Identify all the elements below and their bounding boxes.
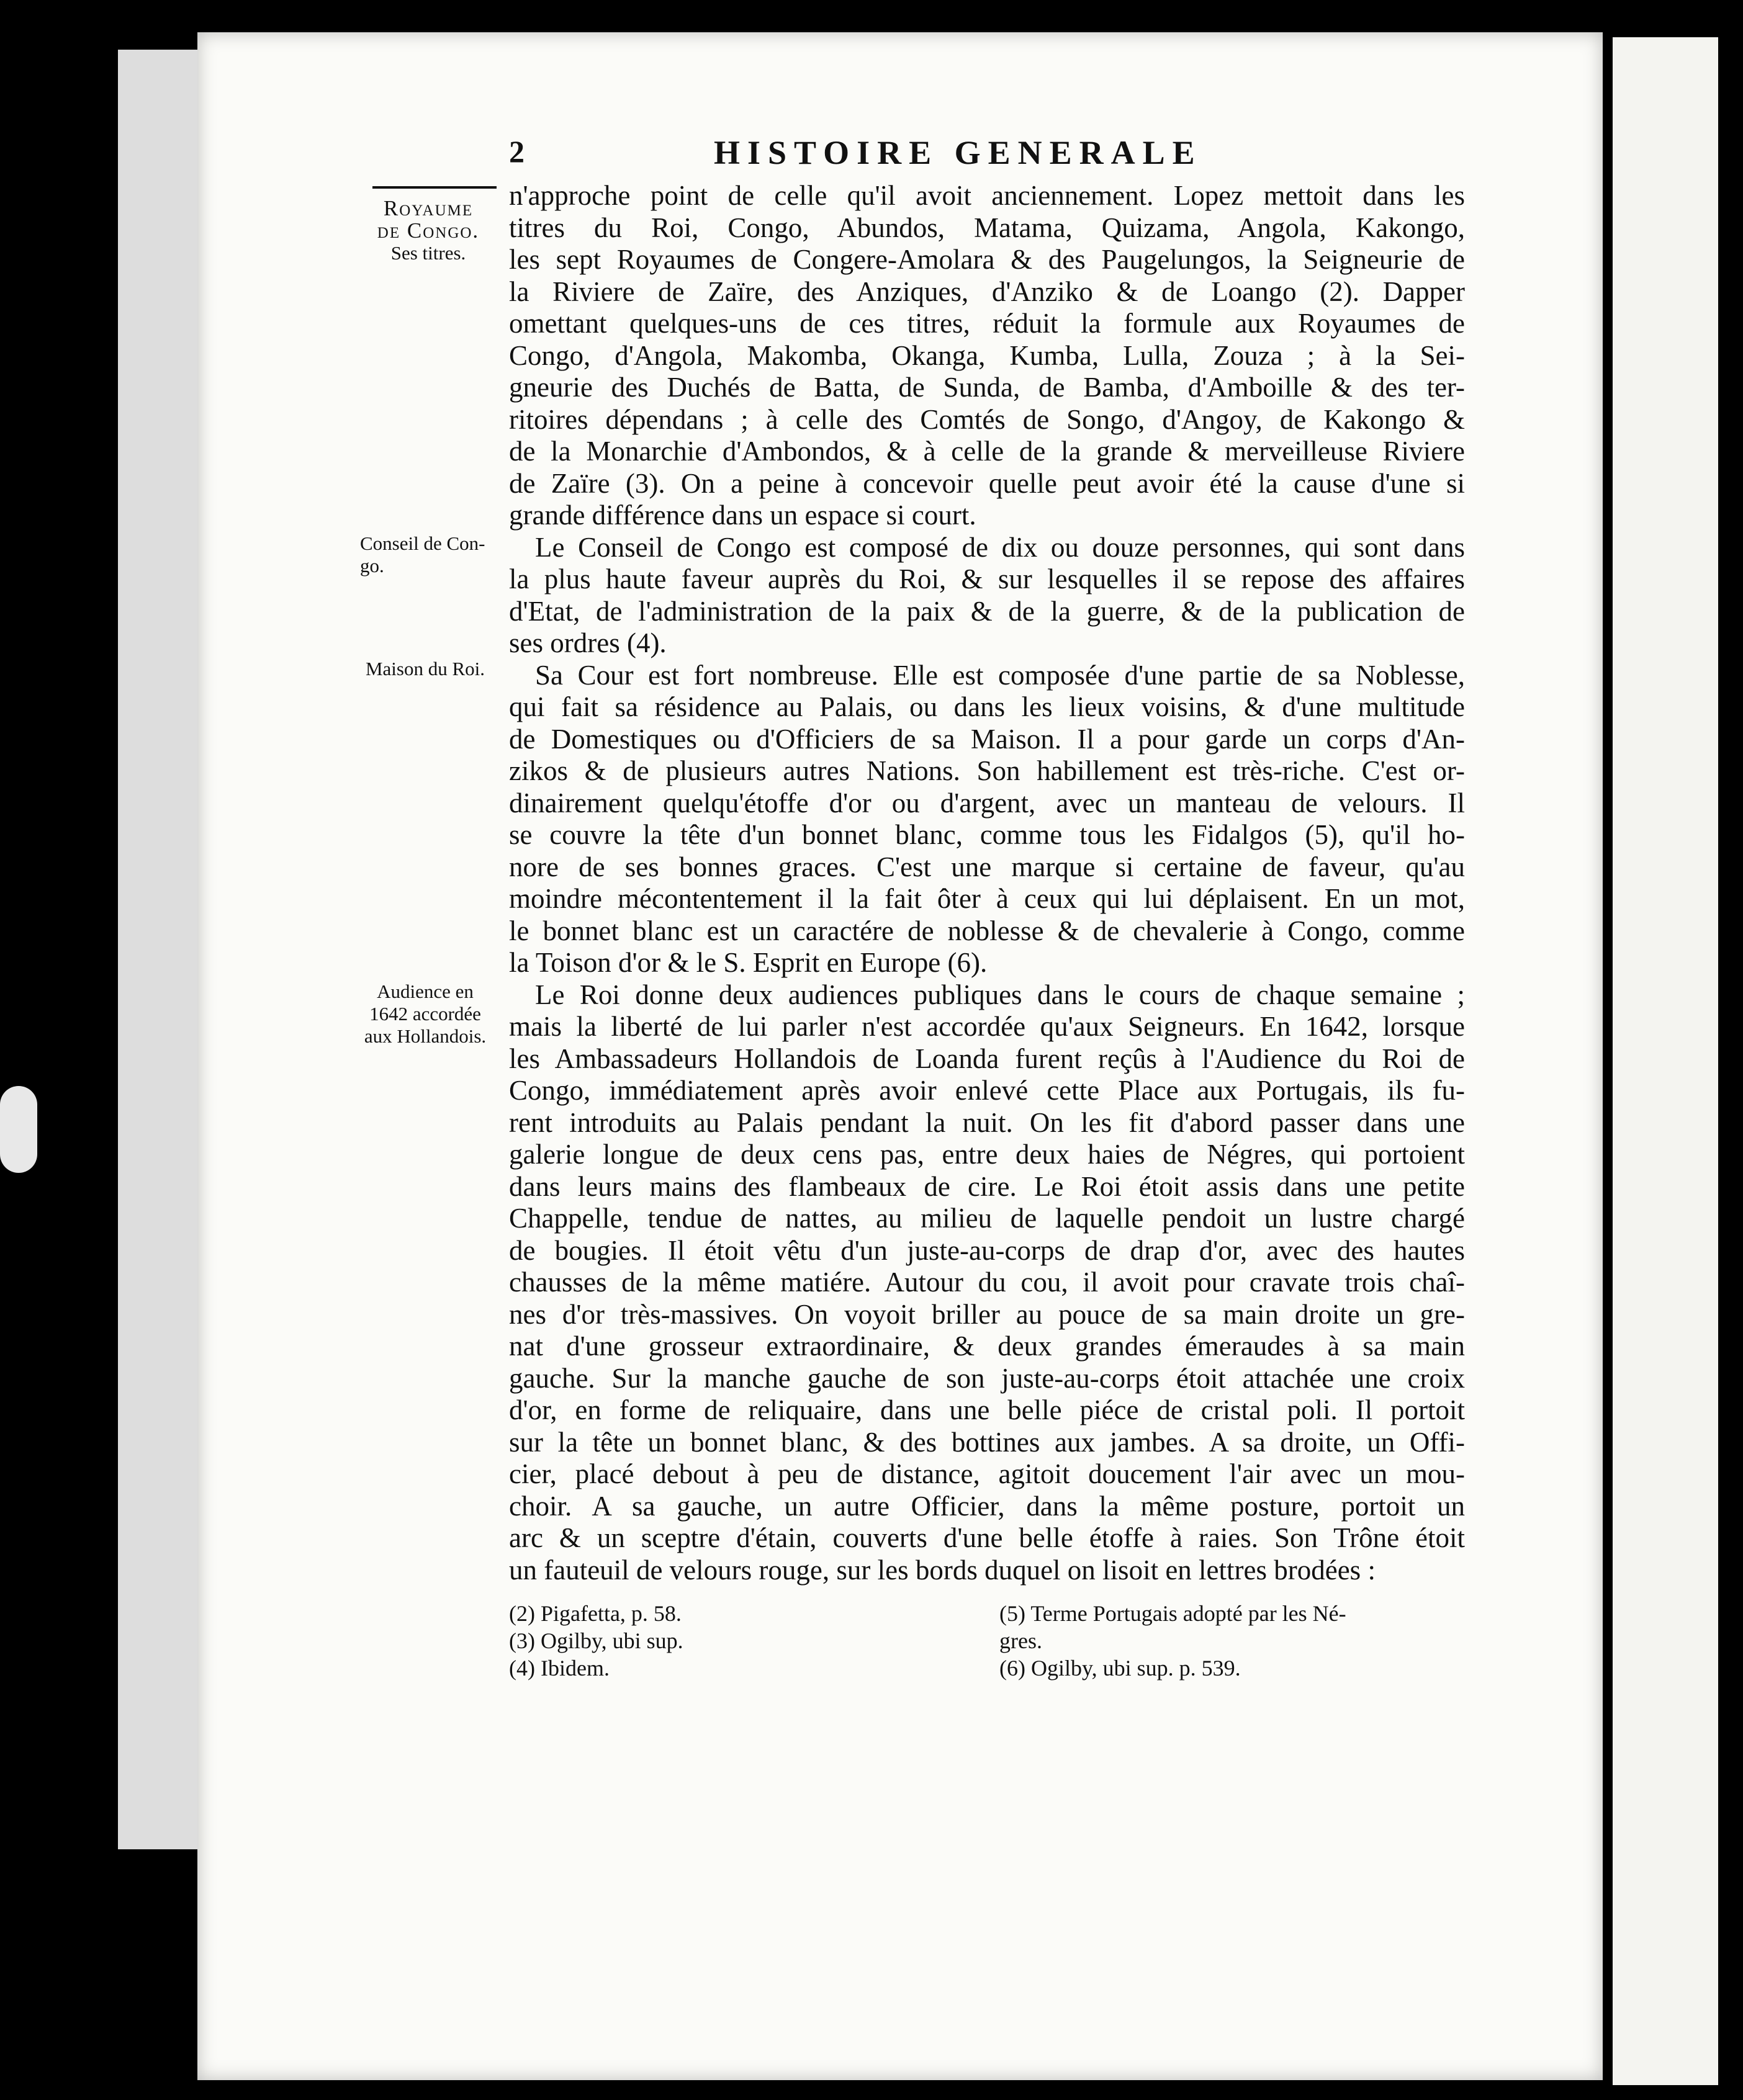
text-line: les Ambassadeurs Hollandois de Loanda furent reçûs à l'Audience du Roi de xyxy=(509,1043,1465,1074)
margin-note-line: go. xyxy=(360,555,384,577)
text-line: le bonnet blanc est un caractére de noblesse & de chevalerie à Congo, comme xyxy=(509,915,1465,946)
text-line: gauche. Sur la manche gauche de son juste-au-corps étoit attachée une croix xyxy=(509,1362,1465,1394)
margin-note-royaume xyxy=(363,197,493,264)
footnote-continuation: gres. xyxy=(999,1628,1042,1653)
paragraph-start: Le Conseil de Congo est composé de dix ou douze personnes, qui sont dans xyxy=(535,531,1465,563)
page-number: 2 xyxy=(509,134,525,169)
text-line: gneurie des Duchés de Batta, de Sunda, de Bamba, d'Amboille & des ter- xyxy=(509,372,1465,403)
footnotes-right-column xyxy=(999,1600,1459,1682)
text-line: de Zaïre (3). On a peine à concevoir quelle peut avoir été la cause d'une si xyxy=(509,467,1465,499)
text-line: n'approche point de celle qu'il avoit anciennement. Lopez mettoit dans les xyxy=(509,180,1465,211)
text-line: arc & un sceptre d'étain, couverts d'une belle étoffe à raies. Son Trône étoit xyxy=(509,1522,1465,1553)
text-line: nat d'une grosseur extraordinaire, & deux grandes émeraudes à sa main xyxy=(509,1330,1465,1362)
text-line: zikos & de plusieurs autres Nations. Son habillement est très-riche. C'est or- xyxy=(509,755,1465,786)
text-line: un fauteuil de velours rouge, sur les bords duquel on lisoit en lettres brodées : xyxy=(509,1554,1376,1586)
text-line: mais la liberté de lui parler n'est accordée qu'aux Seigneurs. En 1642, lorsque xyxy=(509,1011,1465,1042)
text-line: la Riviere de Zaïre, des Anziques, d'Anziko & de Loango (2). Dapper xyxy=(509,276,1465,307)
text-line: de la Monarchie d'Ambondos, & à celle de la grande & merveilleuse Riviere xyxy=(509,436,1465,467)
scan-artifact xyxy=(0,1086,37,1173)
text-line: titres du Roi, Congo, Abundos, Matama, Quizama, Angola, Kakongo, xyxy=(509,212,1465,243)
text-line: dinairement quelqu'étoffe d'or ou d'argent, avec un manteau de velours. Il xyxy=(509,787,1465,819)
margin-note-line: Royaume xyxy=(383,196,474,220)
footnote: (5) Terme Portugais adopté par les Né- xyxy=(999,1601,1346,1626)
footnote: (3) Ogilby, ubi sup. xyxy=(509,1628,683,1653)
text-line: dans leurs mains des flambeaux de cire. Le Roi étoit assis dans une petite xyxy=(509,1170,1465,1202)
text-line: galerie longue de deux cens pas, entre deux haies de Négres, qui portoient xyxy=(509,1139,1465,1170)
text-line: la plus haute faveur auprès du Roi, & sur lesquelles il se repose des affaires xyxy=(509,563,1465,595)
facing-page-edge xyxy=(1613,37,1718,2085)
margin-note-maison xyxy=(360,658,490,680)
footnote: (4) Ibidem. xyxy=(509,1656,610,1680)
footnotes-left-column xyxy=(509,1600,968,1682)
text-line: de bougies. Il étoit vêtu d'un juste-au-corps de drap d'or, avec des hautes xyxy=(509,1234,1465,1266)
text-line: Congo, d'Angola, Makomba, Okanga, Kumba, Lulla, Zouza ; à la Sei- xyxy=(509,339,1465,371)
margin-note-conseil xyxy=(360,532,490,577)
text-line: nore de ses bonnes graces. C'est une marque si certaine de faveur, qu'au xyxy=(509,851,1465,882)
margin-note-line: 1642 accordée xyxy=(369,1003,481,1025)
text-line: qui fait sa résidence au Palais, ou dans les lieux voisins, & d'une multitude xyxy=(509,691,1465,722)
margin-note-line: aux Hollandois. xyxy=(364,1025,487,1047)
page-header xyxy=(509,133,1279,177)
text-line: ritoires dépendans ; à celle des Comtés de Songo, d'Angoy, de Kakongo & xyxy=(509,403,1465,435)
text-line: les sept Royaumes de Congere-Amolara & des Paugelungos, la Seigneurie de xyxy=(509,244,1465,275)
text-line: sur la tête un bonnet blanc, & des bottines aux jambes. A sa droite, un Offi- xyxy=(509,1426,1465,1458)
text-line: moindre mécontentement il la fait ôter à ceux qui lui déplaisent. En un mot, xyxy=(509,883,1465,914)
text-line: chausses de la même matiére. Autour du cou, il avoit pour cravate trois chaî- xyxy=(509,1267,1465,1298)
text-line: ses ordres (4). xyxy=(509,627,667,658)
text-line: choir. A sa gauche, un autre Officier, dans la même posture, portoit un xyxy=(509,1490,1465,1522)
text-line: omettant quelques-uns de ces titres, réduit la formule aux Royaumes de xyxy=(509,308,1465,339)
text-line: Chappelle, tendue de nattes, au milieu de laquelle pendoit un lustre chargé xyxy=(509,1203,1465,1234)
text-line: Congo, immédiatement après avoir enlevé cette Place aux Portugais, ils fu- xyxy=(509,1075,1465,1106)
text-line: la Toison d'or & le S. Esprit en Europe (6). xyxy=(509,947,988,978)
footnote: (6) Ogilby, ubi sup. p. 539. xyxy=(999,1656,1241,1680)
text-line: cier, placé debout à peu de distance, agitoit doucement l'air avec un mou- xyxy=(509,1458,1465,1489)
margin-note-line: Ses titres. xyxy=(390,242,466,264)
text-line: de Domestiques ou d'Officiers de sa Maison. Il a pour garde un corps d'An- xyxy=(509,723,1465,755)
footnote: (2) Pigafetta, p. 58. xyxy=(509,1601,682,1626)
text-line: d'Etat, de l'administration de la paix & de la guerre, & de la publication de xyxy=(509,595,1465,627)
text-line: se couvre la tête d'un bonnet blanc, comme tous les Fidalgos (5), qu'il ho- xyxy=(509,819,1465,850)
paragraph-start: Sa Cour est fort nombreuse. Elle est composée d'une partie de sa Noblesse, xyxy=(535,659,1465,691)
running-title: HISTOIRE GENERALE xyxy=(714,134,1202,171)
text-line: grande différence dans un espace si court. xyxy=(509,500,976,531)
margin-note-line: Maison du Roi. xyxy=(365,658,485,680)
margin-note-line: Conseil de Con- xyxy=(360,532,485,554)
body-text xyxy=(509,180,1465,1586)
text-line: d'or, en forme de reliquaire, dans une belle piéce de cristal poli. Il portoit xyxy=(509,1394,1465,1425)
text-line: rent introduits au Palais pendant la nuit. On les fit d'abord passer dans une xyxy=(509,1106,1465,1138)
paragraph-start: Le Roi donne deux audiences publiques dans le cours de chaque semaine ; xyxy=(535,979,1465,1010)
footnotes xyxy=(509,1600,1465,1687)
margin-note-line: Audience en xyxy=(377,980,474,1002)
margin-note-audience xyxy=(360,980,490,1048)
text-line: nes d'or très-massives. On voyoit briller au pouce de sa main droite un gre- xyxy=(509,1298,1465,1330)
margin-note-line: de Congo. xyxy=(377,218,480,243)
margin-rule xyxy=(372,186,497,189)
